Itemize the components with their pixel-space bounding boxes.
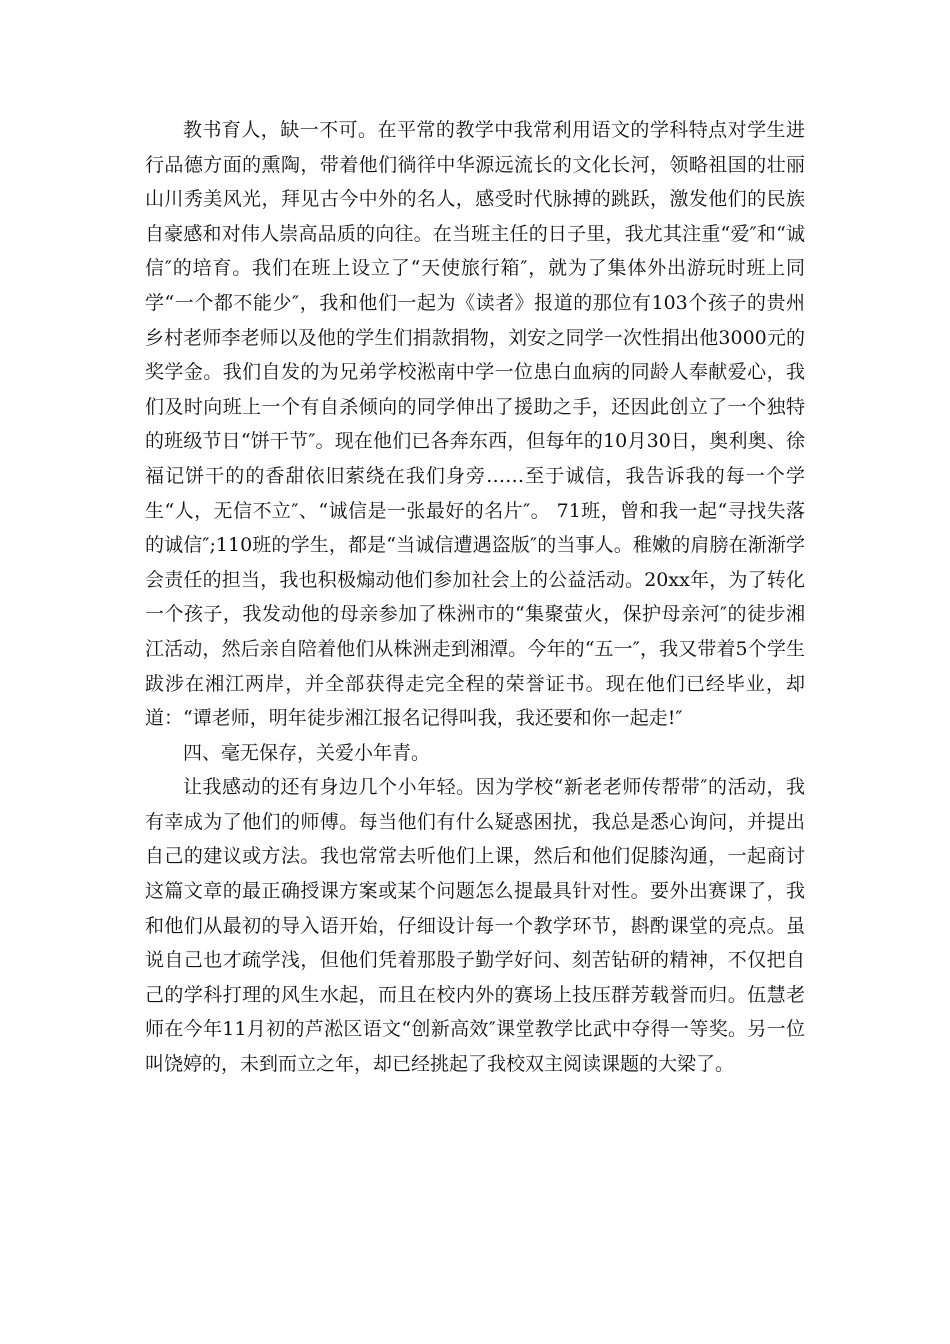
section-heading-caring-for-young-teachers: 四、毫无保存，关爱小年青。 xyxy=(183,741,431,764)
document-page xyxy=(145,113,805,1082)
paragraph-teaching-and-education: 教书育人，缺一不可。在平常的教学中我常利用语文的学科特点对学生进行品德方面的熏陶，带着他们徜徉中华源远流长的文化长河，领略祖国的壮丽山川秀美风光，拜见古今中外的名人，感受时代脉搏的跳跃，激发他们的民族自豪感和对伟人崇高品质的向往。在当班主任的日子里，我尤其注重“爱″和“诚信″的培育。我们在班上设立了“天使旅行箱″，就为了集体外出游玩时班上同学“一个都不能少″，我和他们一起为《读者》报道的那位有103个孩子的贵州乡村老师李老师以及他的学生们捐款捐物，刘安之同学一次性捐出他3000元的奖学金。我们自发的为兄弟学校淞南中学一位患白血病的同龄人奉献爱心，我们及时向班上一个有自杀倾向的同学伸出了援助之手，还因此创立了一个独特的班级节日“饼干节″。现在他们已各奔东西，但每年的10月30日，奥利奥、徐福记饼干的的香甜依旧萦绕在我们身旁……至于诚信，我告诉我的每一个学生“人，无信不立″、“诚信是一张最好的名片″。 71班，曾和我一起“寻找失落的诚信″;110班的学生，都是“当诚信遭遇盗版″的当事人。稚嫩的肩膀在渐渐学会责任的担当，我也积极煽动他们参加社会上的公益活动。20xx年，为了转化一个孩子，我发动他的母亲参加了株洲市的“集聚萤火，保护母亲河″的徒步湘江活动，然后亲自陪着他们从株洲走到湘潭。今年的“五一″，我又带着5个学生跋涉在湘江两岸，并全部获得走完全程的荣誉证书。现在他们已经毕业，却道：“谭老师，明年徒步湘江报名记得叫我，我还要和你一起走!″ xyxy=(145,119,805,730)
paragraph-mentoring-young-teachers: 让我感动的还有身边几个小年轻。因为学校“新老老师传帮带″的活动，我有幸成为了他们的师傅。每当他们有什么疑惑困扰，我总是悉心询问，并提出自己的建议或方法。我也常常去听他们上课，然后和他们促膝沟通，一起商讨这篇文章的最正确授课方案或某个问题怎么提最具针对性。要外出赛课了，我和他们从最初的导入语开始，仔细设计每一个教学环节，斟酌课堂的亮点。虽说自己也才疏学浅，但他们凭着那股子勤学好问、刻苦钻研的精神，不仅把自己的学科打理的风生水起，而且在校内外的赛场上技压群芳载誉而归。伍慧老师在今年11月初的芦淞区语文“创新高效″课堂教学比武中夺得一等奖。另一位叫饶婷的，未到而立之年，却已经挑起了我校双主阅读课题的大梁了。 xyxy=(145,776,805,1076)
